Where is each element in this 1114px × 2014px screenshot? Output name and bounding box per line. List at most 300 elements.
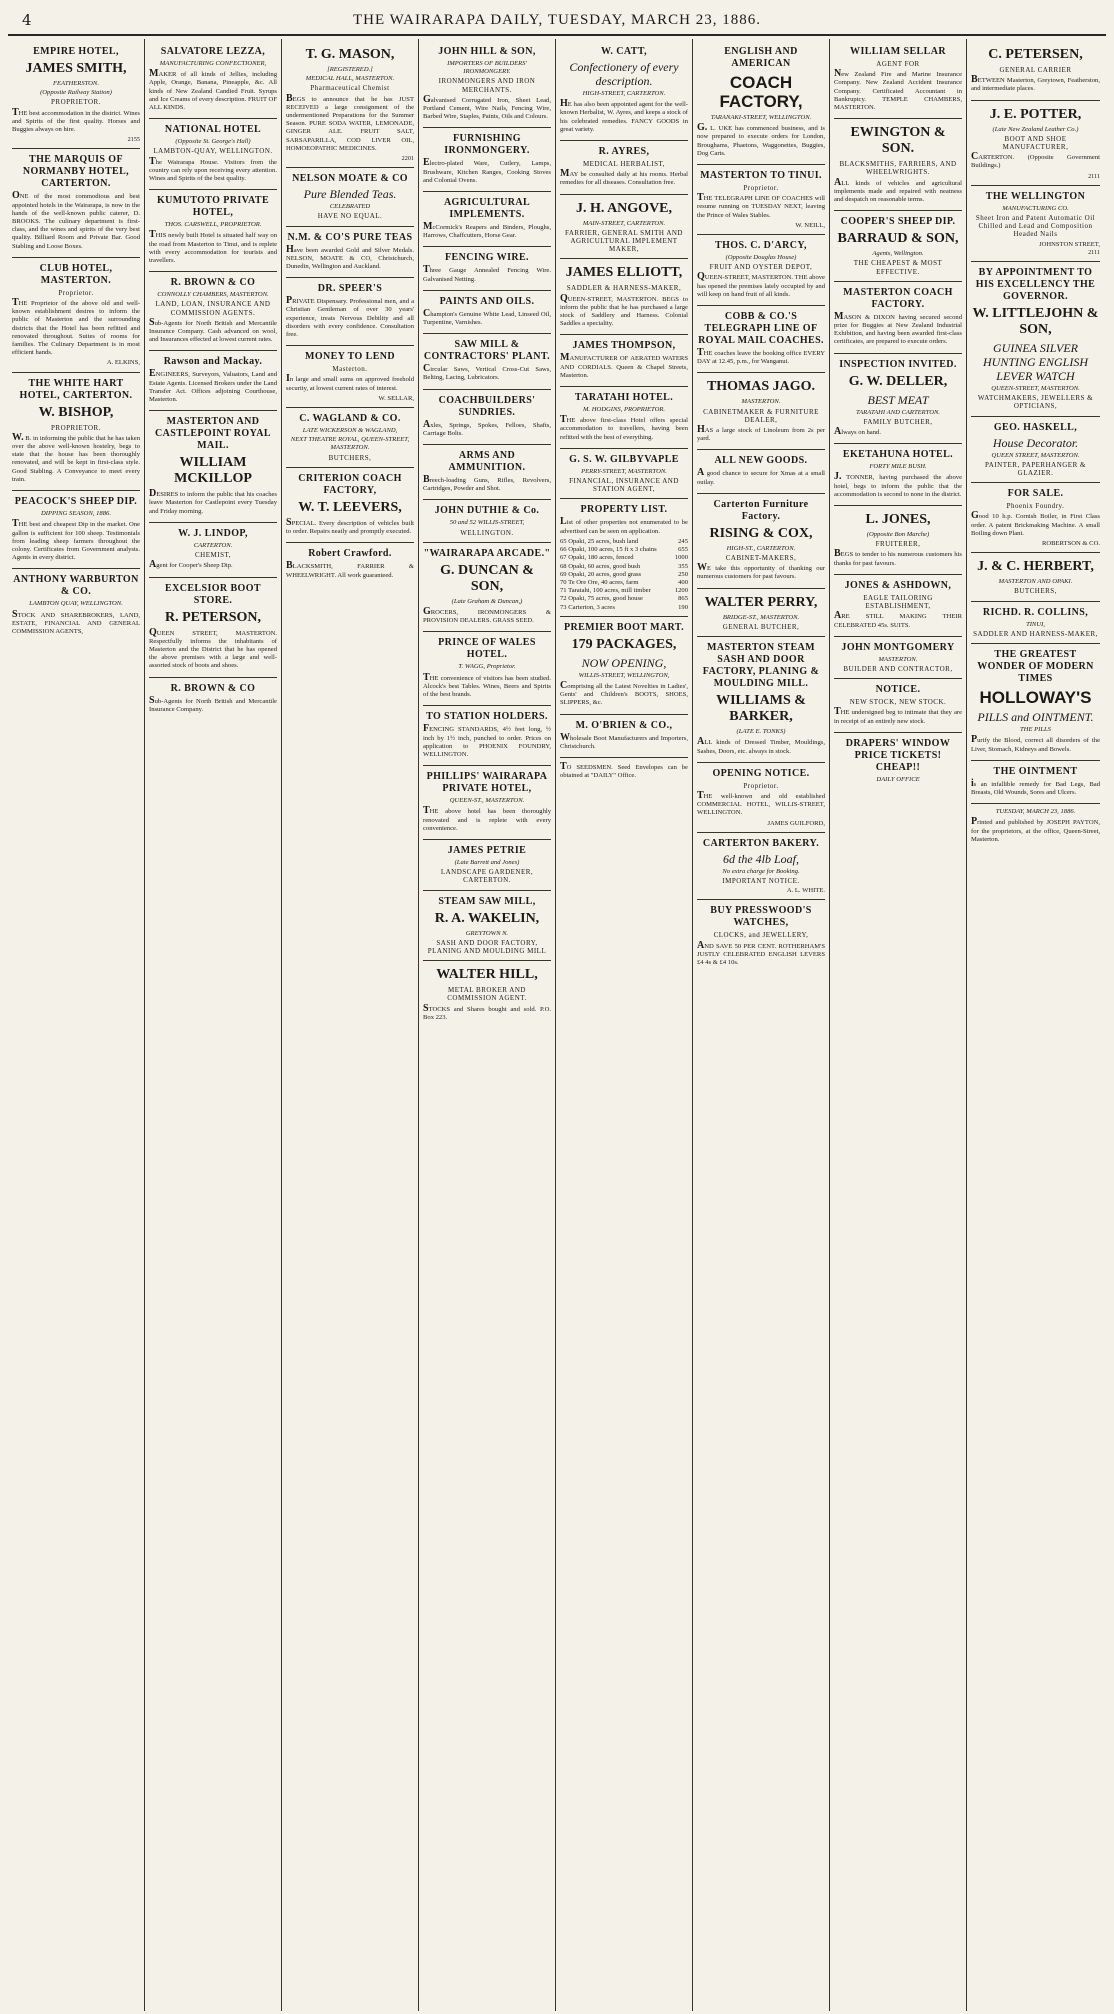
ad-h1: JOHN MONTGOMERY	[841, 641, 955, 653]
list-item-label: 67 Opaki, 180 acres, fenced	[560, 554, 634, 562]
advertisement	[560, 758, 688, 786]
ad-body: STOCKS and Shares bought and sold. P.O. Box 223.	[423, 1002, 551, 1021]
advertisement	[697, 900, 825, 973]
ad-body: MAY be consulted daily at his rooms. Herbal remedies for all diseases. Consultation free.	[560, 168, 688, 187]
list-item	[560, 579, 688, 587]
ad-sub: CONNOLLY CHAMBERS, MASTERTON.	[157, 291, 269, 299]
column-5	[556, 39, 693, 2011]
ad-h1: EKETAHUNA HOTEL.	[842, 449, 954, 461]
ad-num: 2155	[127, 136, 140, 144]
ad-h1: Rawson and Mackay.	[163, 356, 263, 368]
ad-cap: FINANCIAL, INSURANCE AND STATION AGENT,	[569, 477, 679, 494]
ad-h1: JOHN DUTHIE & Co.	[434, 505, 540, 517]
ad-body: HE has also been appointed agent for the well-known Herbalist, W. Ayres, and keeps a stock of his celebrated remedies. FANCY GOODS in great variety.	[560, 98, 688, 133]
advertisement	[149, 41, 277, 119]
ad-sub: M. HODGINS, PROPRIETOR.	[582, 406, 666, 414]
advertisement	[697, 306, 825, 373]
ad-body: Have been awarded Gold and Silver Medals. NELSON, MOATE & CO, Christchurch, Dunedin, Wellington and Auckland.	[286, 243, 414, 271]
ad-body: SPECIAL. Every description of vehicles built to order. Repairs neatly and promptly executed.	[286, 516, 414, 536]
advertisement	[834, 119, 962, 211]
advertisement	[423, 334, 551, 389]
ad-h1: THE WHITE HART HOTEL, CARTERTON.	[19, 377, 133, 401]
ad-h2: WILLIAM MCKILLOP	[174, 455, 252, 487]
ad-body: Sub-Agents for North British and Mercantile Insurance Company. Cash advanced on wool, and Insurances effected at lowest current rates.	[149, 316, 277, 344]
ad-sig: W. NEILL,	[795, 221, 825, 229]
ad-body: ARE STILL MAKING THEIR CELEBRATED 45s. SUITS.	[834, 610, 962, 629]
ad-body: Agent for Cooper's Sheep Dip.	[149, 559, 233, 571]
ad-sig: JOHNSTON STREET,	[1039, 240, 1100, 248]
advertisement	[697, 494, 825, 589]
ad-sub: MAIN-STREET, CARTERTON.	[582, 219, 666, 227]
list-item-label: 68 Opaki, 60 acres, good bush	[560, 562, 641, 570]
ad-h1: FURNISHING IRONMONGERY.	[444, 133, 530, 157]
advertisement	[697, 763, 825, 833]
ad-sub: DAILY OFFICE	[876, 775, 920, 783]
ad-body: Sub-Agents for North British and Mercantile Insurance Company.	[149, 694, 277, 713]
ad-body: THE well-known and old established COMMERCIAL HOTEL, WILLIS-STREET, WELLINGTON.	[697, 789, 825, 817]
advertisement	[423, 390, 551, 445]
ad-h2: EWINGTON & SON.	[850, 125, 946, 157]
ad-cap: WATCHMAKERS, JEWELLERS & OPTICIANS,	[977, 394, 1094, 411]
ad-cap: BUTCHERS,	[328, 453, 372, 462]
ad-h1: PREMIER BOOT MART.	[563, 621, 685, 633]
advertisement	[149, 578, 277, 678]
ad-h1: COOPER'S SHEEP DIP.	[840, 216, 956, 228]
advertisement	[697, 450, 825, 493]
advertisement	[971, 553, 1100, 601]
ad-h1: WILLIAM SELLAR	[850, 46, 946, 57]
list-item-label: 72 Opaki, 75 acres, good house	[560, 595, 643, 603]
ad-sub: MASTERTON.	[878, 655, 918, 663]
advertisement	[423, 891, 551, 962]
advertisement	[12, 258, 140, 373]
ad-h1: DRAPERS' WINDOW PRICE TICKETS! CHEAP!!	[845, 737, 951, 773]
advertisement	[423, 961, 551, 1028]
column-4	[419, 39, 556, 2011]
advertisement	[834, 354, 962, 445]
advertisement	[834, 679, 962, 733]
ad-body: THE undersigned beg to intimate that they are in receipt of an entirely new stock.	[834, 706, 962, 725]
ad-body: ALL kinds of Dressed Timber, Mouldings, Sashes, Doors, etc. always in stock.	[697, 736, 825, 755]
ad-h1: TO STATION HOLDERS.	[426, 711, 548, 723]
ad-h1: BY APPOINTMENT TO HIS EXCELLENCY THE GOVERNOR.	[975, 267, 1096, 303]
advertisement	[560, 195, 688, 260]
ad-body: TO SEEDSMEN. Seed Envelopes can be obtained at "DAILY" Office.	[560, 760, 688, 780]
ad-h1: PEACOCK'S SHEEP DIP.	[14, 496, 138, 508]
ad-num: 2111	[1088, 248, 1100, 256]
ad-body: Printed and published by JOSEPH PAYTON, for the proprietors, at the office, Queen-Street, Masterton.	[971, 816, 1100, 843]
ad-sub: TARANAKI-STREET, WELLINGTON.	[710, 114, 812, 121]
ad-body: Champion's Genuine White Lead, Linseed Oil, Turpentine, Varnishes.	[423, 307, 551, 327]
ad-body: BLACKSMITH, FARRIER & WHEELWRIGHT. All work guaranteed.	[286, 560, 414, 579]
ad-cap: SASH AND DOOR FACTORY, PLANING AND MOULDING MILL	[427, 938, 547, 955]
list-item-label: 71 Taratahi, 100 acres, mill timber	[560, 587, 651, 595]
ad-cap: AGENT FOR	[876, 60, 920, 68]
advertisement	[697, 373, 825, 450]
ad-cap: HAVE NO EQUAL.	[317, 212, 383, 221]
list-item	[560, 563, 688, 571]
ad-body: Breech-loading Guns, Rifles, Revolvers, Cartridges, Powder and Shot.	[423, 474, 551, 493]
ad-h1: COACHBUILDERS' SUNDRIES.	[438, 394, 536, 418]
ad-h1: MASTERTON AND CASTLEPOINT ROYAL MAIL.	[155, 416, 271, 452]
advertisement	[286, 227, 414, 279]
ad-cap: Phoenix Foundry.	[1006, 502, 1065, 511]
advertisement	[286, 543, 414, 585]
advertisement	[971, 417, 1100, 484]
ad-h1: ANTHONY WARBURTON & CO.	[13, 574, 139, 598]
ad-h1: N.M. & CO'S PURE TEAS	[287, 231, 413, 243]
ad-h1: GEO. HASKELL,	[993, 421, 1078, 433]
advertisement	[834, 506, 962, 575]
ad-h1: THE GREATEST WONDER OF MODERN TIMES	[977, 649, 1094, 685]
ad-num: 2111	[1088, 172, 1100, 180]
advertisement	[560, 499, 688, 616]
ad-sig: W. SELLAR,	[378, 394, 414, 402]
ad-h1: M. O'BRIEN & CO.,	[575, 719, 673, 731]
list-item-label: 65 Opaki, 25 acres, bush land	[560, 537, 639, 545]
ad-h1: W. J. LINDOP,	[178, 527, 248, 539]
ad-body: QUEEN-STREET, MASTERTON. THE above has opened the premises lately occupied by and will keep on hand fruit of all kinds.	[697, 271, 825, 298]
ad-sub: MASTERTON.	[741, 398, 781, 406]
ad-h2: JAMES SMITH,	[25, 61, 127, 76]
ad-body: BEGS to announce that he has JUST RECEIVED a large consignment of the undermentioned Preparations for the Summer Season. PURE SODA WATER, LEMONADE, GINGER ALE. FRUIT SALT, SARSAPARILLA, COD LIVER OIL, HOMOEOPATHIC MEDICINES.	[286, 92, 414, 152]
ad-body: DESIRES to inform the public that his coaches leave Masterton for Castlepoint every Tuesday and Friday morning.	[149, 488, 277, 515]
advertisement	[286, 346, 414, 408]
ad-sub: QUEEN STREET, MASTERTON.	[991, 451, 1080, 459]
ad-h1: EMPIRE HOTEL,	[33, 46, 119, 57]
advertisement	[12, 41, 140, 149]
ad-body: Comprising all the Latest Novelties in Ladies', Gents' and Children's BOOTS, SHOES, SLIPPERS, &c.	[560, 679, 688, 707]
ad-sub: THOS. CARSWELL, PROPRIETOR.	[164, 221, 262, 229]
ad-sub: Agents, Wellington.	[872, 250, 924, 258]
list-item	[560, 587, 688, 595]
ad-body: THIS newly built Hotel is situated half way on the road from Masterton to Tinui, and is replete with every accommodation for tourists and travellers.	[149, 229, 277, 265]
ad-body: The Wairarapa House. Visitors from the country can rely upon receiving every attention. Wines and Spirits of the best quality.	[149, 155, 277, 183]
advertisement	[697, 235, 825, 306]
ad-body: STOCK AND SHAREBROKERS, LAND, ESTATE, FINANCIAL AND GENERAL COMMISSION AGENTS,	[12, 608, 140, 635]
column-1	[8, 39, 145, 2011]
list-item	[560, 554, 688, 562]
ad-cap: THE CHEAPEST & MOST EFFECTIVE.	[853, 259, 943, 276]
ad-h1: RICHD. R. COLLINS,	[982, 606, 1089, 618]
advertisement	[423, 543, 551, 633]
column-6	[693, 39, 830, 2011]
column-8	[967, 39, 1104, 2011]
ad-body: PRIVATE Dispensary. Professional men, and a Christian Gentleman of over 30 years' experience, treats Nervous Debility and all disorders with every confidence. Consultation free.	[286, 295, 414, 339]
ad-body: THE TELEGRAPH LINE OF COACHES will resume running on TUESDAY NEXT, leaving the Prince of Wales Stables.	[697, 192, 825, 219]
ad-body: BETWEEN Masterton, Greytown, Featherston, and intermediate places.	[971, 74, 1100, 93]
ad-h1: JAMES PETRIE	[447, 844, 527, 856]
ad-sig: JAMES GUILFORD,	[767, 819, 825, 827]
advertisement	[149, 411, 277, 523]
ad-body: ONE of the most commodious and best appointed hotels in the Wairarapa, is now in the hands of the well-known public caterer, D. BROOKS. The culinary department is first-class, and the wines and spirits of the very best quality. Billiard Room and Private Bar. Good Stabling and Loose Boxes.	[12, 190, 140, 250]
advertisement	[834, 41, 962, 119]
ad-h1: NELSON MOATE & CO	[292, 173, 408, 185]
advertisement	[286, 168, 414, 226]
advertisement	[560, 335, 688, 387]
ad-sub: MASTERTON AND OPAKI.	[998, 578, 1073, 586]
ad-sub: (Opposite St. George's Hall)	[175, 138, 251, 146]
advertisement	[423, 706, 551, 766]
advertisement	[423, 766, 551, 840]
advertisement	[423, 445, 551, 500]
ad-sub: CELEBRATED	[329, 203, 371, 211]
list-item-price: 355	[678, 562, 688, 570]
ad-cap: Proprietor.	[743, 184, 779, 193]
ad-h1: INSPECTION INVITED.	[839, 358, 957, 370]
ad-h2: THOMAS JAGO.	[706, 379, 816, 395]
ad-h1: COBB & CO.'S TELEGRAPH LINE OF ROYAL MAIL COACHES.	[698, 311, 824, 347]
ad-cap: BOOT AND SHOE MANUFACTURER,	[1002, 134, 1069, 152]
ad-cap: BUTCHERS,	[1014, 587, 1057, 596]
ad-sub: [REGISTERED.]	[327, 66, 373, 73]
ad-h2: R. A. WAKELIN,	[434, 910, 540, 926]
ad-sig: A. L. WHITE.	[786, 887, 825, 895]
ad-cap: FRUITERER,	[875, 540, 921, 549]
ad-h1: NATIONAL HOTEL	[164, 124, 262, 136]
ad-h1: "WAIRARAPA ARCADE."	[423, 547, 551, 559]
ad-body: Three Gauge Annealed Fencing Wire. Galvanised Netting.	[423, 264, 551, 283]
ad-sig: ROBERTSON & CO.	[1041, 540, 1100, 548]
ad-sub: TUESDAY, MARCH 23, 1886.	[995, 808, 1076, 816]
list-item-price: 400	[678, 578, 688, 586]
ad-sub: (Opposite Bon Marche)	[866, 531, 930, 539]
ad-h1: THE OINTMENT	[993, 765, 1078, 777]
advertisement	[560, 387, 688, 449]
list-item-price: 190	[678, 603, 688, 611]
ad-h1: STEAM SAW MILL,	[438, 895, 536, 907]
ad-cap: CLOCKS, and JEWELLERY,	[713, 931, 809, 940]
ad-body: Electro-plated Ware, Cutlery, Lamps, Brushware, Kitchen Ranges, Cooking Stoves and Colonial Ovens.	[423, 157, 551, 184]
advertisement	[12, 149, 140, 257]
page-number: 4	[22, 11, 32, 29]
column-2	[145, 39, 282, 2011]
ad-sub: IMPORTERS OF BUILDERS' IRONMONGERY.	[447, 60, 527, 76]
ad-h2: WALTER HILL,	[436, 967, 538, 983]
advertisement	[560, 141, 688, 195]
ad-h2: W. LITTLEJOHN & SON,	[972, 306, 1099, 338]
ad-cap: EAGLE TAILORING ESTABLISHMENT,	[863, 593, 933, 611]
advertisement	[423, 192, 551, 247]
advertisement	[149, 272, 277, 351]
ad-h1: CARTERTON BAKERY.	[702, 837, 820, 849]
ad-cap: CABINET-MAKERS,	[725, 554, 797, 563]
ad-sub: MANUFACTURING CONFECTIONER,	[159, 60, 267, 67]
ad-hx: HOLLOWAY'S	[979, 688, 1092, 708]
advertisement	[697, 165, 825, 235]
ad-body: Purify the Blood, correct all disorders of the Liver, Stomach, Kidneys and Bowels.	[971, 734, 1100, 753]
ad-body: THE coaches leave the booking office EVERY DAY at 12.45, p.m., for Wanganui.	[697, 347, 825, 366]
ad-h1: THE WELLINGTON	[985, 190, 1086, 202]
ad-h1: JONES & ASHDOWN,	[844, 579, 952, 591]
ad-h1: FOR SALE.	[1007, 488, 1064, 500]
ad-h3: NOW OPENING,	[581, 655, 667, 670]
ad-h1: R. BROWN & CO	[170, 277, 256, 289]
ad-h1: JOHN HILL & SON,	[438, 46, 536, 57]
ad-h1: MASTERTON STEAM SASH AND DOOR FACTORY, PLANING & MOULDING MILL.	[702, 642, 820, 690]
advertisement	[423, 41, 551, 128]
ad-cap: FRUIT AND OYSTER DEPOT,	[709, 263, 813, 272]
ad-h2: J. H. ANGOVE,	[575, 200, 673, 216]
ad-h1: PRINCE OF WALES HOTEL.	[438, 637, 536, 661]
ad-cap: IMPORTANT NOTICE.	[722, 876, 800, 885]
list-item-label: 73 Carterton, 3 acres	[560, 603, 615, 611]
advertisement	[834, 211, 962, 282]
ad-cap: LAND, LOAN, INSURANCE AND COMMISSION AGENTS.	[155, 300, 271, 317]
ad-sub: QUEEN-ST., MASTERTON.	[449, 797, 525, 805]
column-7	[830, 39, 967, 2011]
ad-body: McCormick's Reapers and Binders, Ploughs, Harrows, Chaffcutters, Horse Gear.	[423, 221, 551, 240]
ad-cap: PROPRIETOR.	[51, 423, 101, 432]
ad-sub: DIPPING SEASON, 1886.	[41, 510, 111, 518]
advertisement	[149, 523, 277, 578]
ad-body: HAS a large stock of Linoleum from 2s per yard.	[697, 424, 825, 443]
ad-h2: 179 PACKAGES,	[571, 636, 677, 652]
ad-sub2: NEXT THEATRE ROYAL, QUEEN-STREET, MASTERTON.	[290, 436, 410, 452]
ad-body: ALL kinds of vehicles and agricultural implements made and repaired with neatness and despatch on reasonable terms.	[834, 176, 962, 204]
ad-sub2: MEDICAL HALL, MASTERTON.	[305, 75, 395, 83]
advertisement	[423, 291, 551, 334]
ad-cap: WELLINGTON.	[460, 528, 514, 537]
ad-h1: PROPERTY LIST.	[580, 504, 668, 516]
ad-sub: (Opposite Douglas House)	[725, 254, 797, 262]
advertisement	[697, 637, 825, 763]
ad-cap: NEW STOCK, NEW STOCK.	[849, 698, 947, 707]
ad-sub: FEATHERSTON.	[53, 80, 99, 87]
list-item-price: 250	[678, 570, 688, 578]
advertisement	[286, 408, 414, 468]
ad-body: QUEEN STREET, MASTERTON. Respectfully informs the inhabitants of Masterton and the District that he has opened the above premises with a large and well-assorted stock of boots and shoes.	[149, 626, 277, 670]
ad-h1: W. CATT,	[600, 46, 648, 57]
ad-h1: R. BROWN & CO	[170, 682, 256, 694]
ad-sub: (Late Barrett and Jones)	[454, 858, 520, 866]
advertisement	[286, 278, 414, 346]
ad-sub: 50 and 52 WILLIS-STREET,	[449, 519, 525, 527]
ad-sub2: (Opposite Railway Station)	[40, 89, 112, 97]
ad-h3: 6d the 4lb Loaf,	[722, 851, 799, 866]
ad-sub: BRIDGE-ST., MASTERTON.	[722, 613, 800, 621]
ad-h1: DR. SPEER'S	[317, 283, 383, 295]
ad-cap: PROPRIETOR.	[51, 98, 101, 107]
ad-body: Always on hand.	[834, 426, 881, 438]
ad-h1: MASTERTON TO TINUI.	[700, 170, 822, 182]
advertisement	[971, 262, 1100, 417]
ad-cap: BUILDER AND CONTRACTOR,	[843, 664, 953, 673]
advertisement	[697, 589, 825, 637]
advertisement	[560, 41, 688, 141]
ad-h1: THOS. C. D'ARCY,	[715, 240, 807, 252]
ad-sub: PERRY-STREET, MASTERTON.	[581, 467, 667, 475]
ad-h2: RISING & COX,	[709, 525, 813, 541]
ad-body: THE above hotel has been thoroughly renovated and is replete with every convenience.	[423, 805, 551, 832]
ad-body: Good 10 h.p. Cornish Boiler, in First Class order. A patent Brickmaking Machine. A small Boiling down Plant.	[971, 510, 1100, 537]
ad-h3: House Decorator.	[992, 435, 1079, 450]
ad-sub: GREYTOWN N.	[465, 929, 509, 937]
list-item	[560, 604, 688, 612]
advertisement	[423, 500, 551, 542]
advertisement	[423, 128, 551, 192]
advertisement	[971, 186, 1100, 262]
ad-sub: LAMBTON QUAY, WELLINGTON.	[29, 600, 123, 608]
ad-body: Galvanised Corrugated Iron, Sheet Lead, Portland Cement, Wire Nails, Fencing Wire, Barbed Wire, Staples, Paints, Oils and Colours.	[423, 93, 551, 121]
ad-num: 2201	[401, 155, 414, 163]
ad-body: W. B. in informing the public that he has taken over the above well-known hostelry, begs to state that the house has been thoroughly renovated, and will be kept in first-class style. Good Stabling. A Conveyance to meet every train.	[12, 431, 140, 483]
ad-h1: G. S. W. GILBYVAPLE	[569, 453, 679, 465]
advertisement	[560, 449, 688, 500]
advertisement	[971, 644, 1100, 761]
ad-body: New Zealand Fire and Marine Insurance Company. New Zealand Accident Insurance Company. Certificated Accountant in Bankruptcy. TEMPLE CHAMBERS, MASTERTON.	[834, 68, 962, 112]
ad-h2: C. PETERSEN,	[988, 47, 1083, 62]
ad-sub: HIGH-STREET, CARTERTON.	[582, 90, 666, 97]
ad-cap: CHEMIST,	[195, 551, 231, 560]
ad-h1: SALVATORE LEZZA,	[160, 46, 266, 57]
list-item-price: 1200	[674, 587, 688, 595]
ad-h2: L. JONES,	[865, 512, 931, 528]
advertisement	[560, 617, 688, 715]
ad-h2: J. E. POTTER,	[989, 106, 1082, 122]
ad-h3: Confectionery of every description.	[569, 60, 679, 88]
list-item-price: 655	[678, 546, 688, 554]
advertisement	[834, 282, 962, 354]
ad-body: AND SAVE 50 PER CENT. ROTHERHAM'S JUSTLY CELEBRATED ENGLISH LEVERS £4 4s & £4 10s.	[697, 939, 825, 966]
ad-body: is an infallible remedy for Bad Legs, Bad Breasts, Old Wounds, Sores and Ulcers.	[971, 777, 1100, 796]
list-item	[560, 595, 688, 603]
ad-body: Wholesale Boot Manufacturers and Importers, Christchurch.	[560, 731, 688, 750]
ad-sub: HIGH-ST., CARTERTON.	[726, 544, 796, 552]
list-item-price: 865	[678, 595, 688, 603]
ad-h1: Robert Crawford.	[308, 548, 392, 560]
ad-body: QUEEN-STREET, MASTERTON. BEGS to inform the public that he has purchased a large stock of Saddlery and Harness. Colonial Saddles a speciality.	[560, 292, 688, 328]
advertisement	[834, 444, 962, 506]
ad-sub: WILLIS-STREET, WELLINGTON,	[578, 671, 670, 679]
ad-body: J. TONNER, having purchased the above hotel, begs to inform the public that the accommodation is second to none in the district.	[834, 471, 962, 498]
ad-sub: (Late New Zealand Leather Co.)	[992, 125, 1079, 133]
ad-sig: A. ELKINS,	[106, 359, 140, 367]
ad-h1: THE MARQUIS OF NORMANBY HOTEL, CARTERTON.	[22, 154, 130, 190]
ad-h2: WILLIAMS & BARKER,	[716, 693, 806, 725]
advertisement	[149, 119, 277, 190]
ad-body: THE Proprietor of the above old and well-known establishment desires to inform the public of Masterton and the surrounding districts that the Hotel has been refitted and renovated throughout. Suites of rooms for families. The Culinary Department is in most efficient hands.	[12, 297, 140, 357]
ad-h1: MASTERTON COACH FACTORY.	[843, 286, 953, 310]
advertisement	[286, 41, 414, 168]
ad-body: THE convenience of visitors has been studied. Alcock's best Tables. Wines, Beers and Spirits of the best brands.	[423, 671, 551, 699]
columns	[8, 39, 1106, 2011]
ad-body: BEGS to tender to his numerous customers his thanks for past favours.	[834, 548, 962, 567]
advertisement	[834, 733, 962, 789]
ad-h1: FENCING WIRE.	[445, 252, 529, 264]
ad-h1: PAINTS AND OILS.	[439, 295, 535, 307]
advertisement	[149, 678, 277, 720]
ad-h3: Pure Blended Teas.	[303, 187, 397, 202]
advertisement	[834, 637, 962, 679]
ad-cap: SADDLER AND HARNESS-MAKER,	[973, 629, 1098, 638]
advertisement	[971, 804, 1100, 850]
ad-body: MANUFACTURER OF AERATED WATERS AND CORDIALS. Queen & Chapel Streets, Masterton.	[560, 352, 688, 379]
ad-sub: FORTY MILE BUSH.	[869, 463, 927, 471]
ad-h3: GUINEA SILVER HUNTING ENGLISH LEVER WATCH	[982, 341, 1088, 384]
ad-body: GROCERS, IRONMONGERS & PROVISION DEALERS. GRASS SEED.	[423, 606, 551, 625]
list-item-label: 66 Opaki, 100 acres, 15 ft x 3 chains	[560, 546, 657, 554]
ad-h2: W. BISHOP,	[38, 404, 114, 420]
ad-h3: PILLS and OINTMENT.	[977, 710, 1094, 725]
ad-cap: Proprietor.	[743, 781, 779, 790]
ad-h1: BUY PRESSWOOD'S WATCHES,	[710, 905, 812, 929]
ad-sub: TINUI,	[1026, 620, 1045, 628]
advertisement	[971, 101, 1100, 186]
ad-body: THE above first-class Hotel offers special accommodation to travellers, having been refitted with the best of everything.	[560, 414, 688, 441]
ad-cap: BLACKSMITHS, FARRIERS, AND WHEELWRIGHTS.	[839, 160, 957, 177]
list-item	[560, 546, 688, 554]
